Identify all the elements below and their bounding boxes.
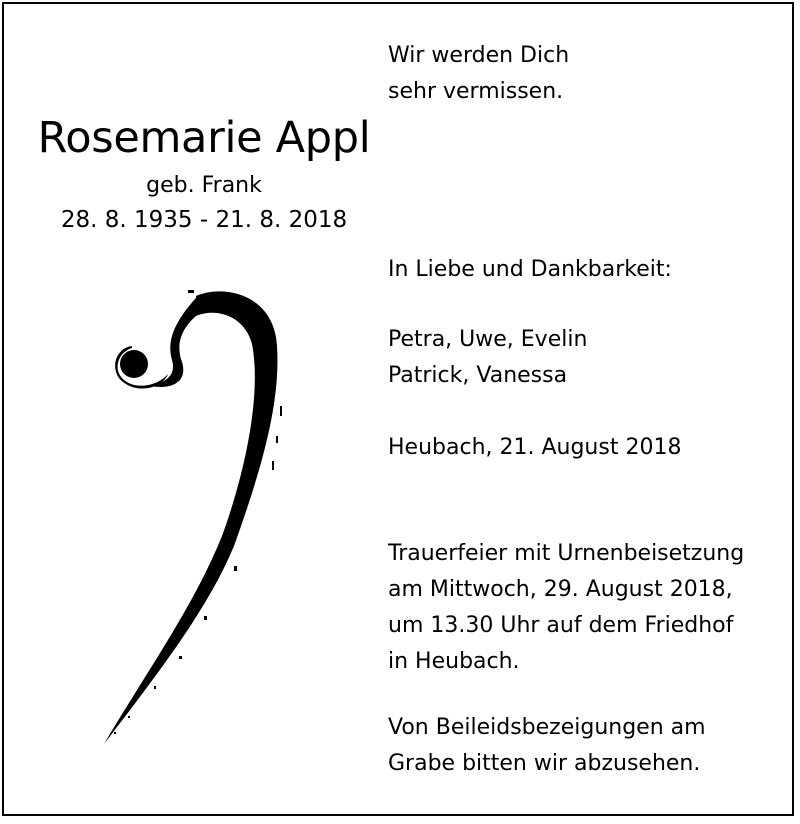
funeral-line: in Heubach.	[388, 649, 520, 674]
place-date-text: Heubach, 21. August 2018	[388, 435, 682, 460]
left-column	[4, 4, 404, 814]
life-dates: 28. 8. 1935 - 21. 8. 2018	[60, 207, 348, 233]
condolence-line: Von Beileidsbezeigungen am	[388, 715, 706, 740]
obituary-notice	[2, 2, 794, 816]
gratitude-text: In Liebe und Dankbarkeit:	[388, 257, 672, 282]
funeral-info	[388, 536, 788, 680]
funeral-line: Trauerfeier mit Urnenbeisetzung	[388, 541, 745, 566]
deceased-name: Rosemarie Appl	[37, 113, 371, 163]
motto-line: Wir werden Dich	[388, 43, 570, 68]
motto	[388, 38, 788, 110]
mourners	[388, 322, 788, 394]
funeral-line: um 13.30 Uhr auf dem Friedhof	[388, 613, 734, 638]
mourner-line: Petra, Uwe, Evelin	[388, 327, 588, 352]
funeral-line: am Mittwoch, 29. August 2018,	[388, 577, 733, 602]
gratitude-line	[388, 252, 788, 288]
bass-clef-brush-stroke-icon	[84, 286, 304, 756]
birth-name: geb. Frank	[146, 173, 262, 198]
place-date	[388, 430, 788, 466]
condolence-line: Grabe bitten wir abzusehen.	[388, 751, 701, 776]
motto-line: sehr vermissen.	[388, 79, 564, 104]
condolence-note	[388, 710, 788, 782]
mourner-line: Patrick, Vanessa	[388, 363, 568, 388]
